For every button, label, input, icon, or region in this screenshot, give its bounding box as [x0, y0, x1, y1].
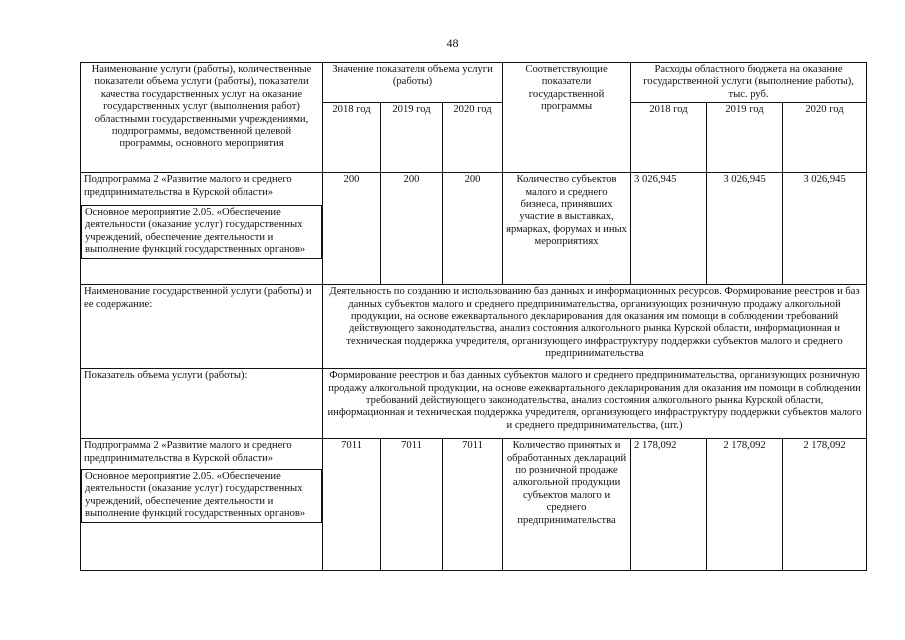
block2-value-2018: 7011	[323, 439, 381, 571]
block2-expense-2020: 2 178,092	[783, 439, 867, 571]
header-service-name: Наименование услуги (работы), количественные показатели объема услуги (работы), показатели качества государственных услуг на оказание государственных услуг (выполнения работ) областными государственными учреждениями, подпрограммы, ведомственной целевой программы, основного мероприятия	[81, 63, 323, 173]
table-row	[81, 173, 867, 285]
header-year-2020-volume: 2020 год	[443, 103, 503, 173]
block2-expense-2019: 2 178,092	[707, 439, 783, 571]
service-label: Наименование государственной услуги (работы) и ее содержание:	[81, 285, 323, 369]
block1-activity: Основное мероприятие 2.05. «Обеспечение деятельности (оказание услуг) государственных учреждений, обеспечение деятельности и выполнение функций государственных органов»	[81, 205, 322, 259]
table-row	[81, 285, 867, 369]
block1-value-2018: 200	[323, 173, 381, 285]
block1-value-2019: 200	[381, 173, 443, 285]
header-year-2018-volume: 2018 год	[323, 103, 381, 173]
block2-expense-2018: 2 178,092	[631, 439, 707, 571]
block2-indicator: Количество принятых и обработанных деклараций по розничной продаже алкогольной продукции субъектов малого и среднего предпринимательства	[503, 439, 631, 571]
service-content: Деятельность по созданию и использованию баз данных и информационных ресурсов. Формирование реестров и баз данных субъектов малого и среднего предпринимательства, организующих розничную продажу алкогольной продукции, на основе ежеквартального декларирования для оказания им помощи в соблюдении требований действующего законодательства, анализ состояния алкогольного рынка Курской области, информационная и техническая поддержка учредителя, организующего инфраструктуру поддержки субъектов малого и среднего предпринимательства	[323, 285, 867, 369]
volume-label: Показатель объема услуги (работы):	[81, 369, 323, 439]
header-volume-value: Значение показателя объема услуги (работы)	[323, 63, 503, 103]
block1-expense-2019: 3 026,945	[707, 173, 783, 285]
block2-names	[81, 439, 323, 571]
page-number: 48	[446, 36, 459, 50]
header-year-2020-expense: 2020 год	[783, 103, 867, 173]
block1-expense-2018: 3 026,945	[631, 173, 707, 285]
header-year-2019-volume: 2019 год	[381, 103, 443, 173]
budget-table	[80, 62, 867, 571]
block1-names	[81, 173, 323, 285]
block1-subprogram: Подпрограмма 2 «Развитие малого и среднего предпринимательства в Курской области»	[84, 174, 292, 198]
block2-value-2019: 7011	[381, 439, 443, 571]
block1-value-2020: 200	[443, 173, 503, 285]
header-year-2019-expense: 2019 год	[707, 103, 783, 173]
block2-subprogram: Подпрограмма 2 «Развитие малого и среднего предпринимательства в Курской области»	[84, 440, 292, 464]
table-row	[81, 369, 867, 439]
block1-expense-2020: 3 026,945	[783, 173, 867, 285]
header-budget-expenses: Расходы областного бюджета на оказание государственной услуги (выполнение работы), тыс. руб.	[631, 63, 867, 103]
volume-content: Формирование реестров и баз данных субъектов малого и среднего предпринимательства, организующих розничную продажу алкогольной продукции, на основе ежеквартального декларирования для оказания им помощи в соблюдении требований действующего законодательства, анализ состояния алкогольного рынка Курской области, информационная и техническая поддержка учредителя, организующего инфраструктуру поддержки субъектов малого и среднего предпринимательства, (шт.)	[323, 369, 867, 439]
header-year-2018-expense: 2018 год	[631, 103, 707, 173]
table-row	[81, 439, 867, 571]
block1-indicator: Количество субъектов малого и среднего бизнеса, принявших участие в выставках, ярмарках, форумах и иных мероприятиях	[503, 173, 631, 285]
header-program-indicators: Соответствующие показатели государственной программы	[503, 63, 631, 173]
block2-value-2020: 7011	[443, 439, 503, 571]
block2-activity: Основное мероприятие 2.05. «Обеспечение деятельности (оказание услуг) государственных учреждений, обеспечение деятельности и выполнение функций государственных органов»	[81, 469, 322, 523]
